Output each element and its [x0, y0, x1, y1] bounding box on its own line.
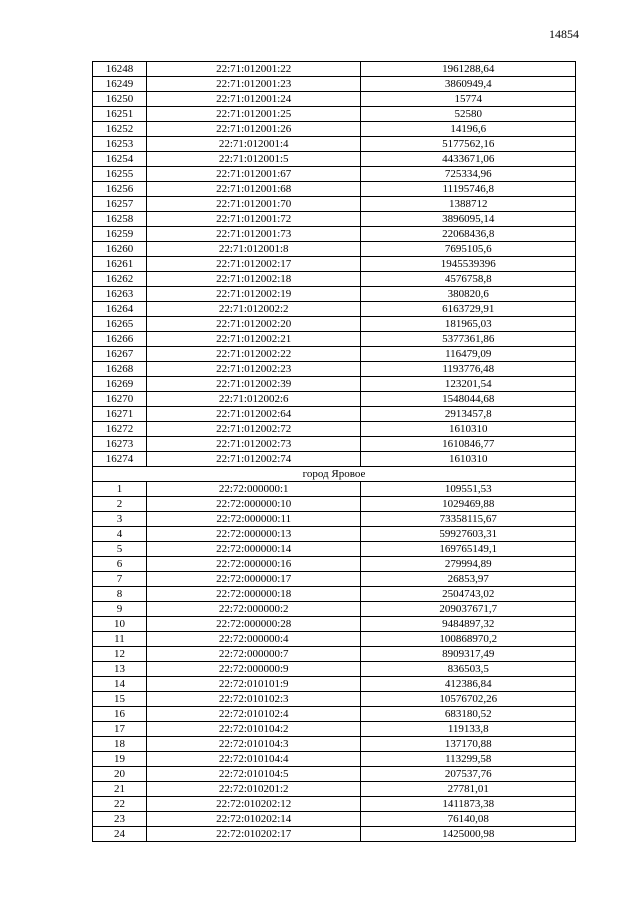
row-number-cell: 16272 — [93, 422, 147, 437]
cadastral-value-cell: 1425000,98 — [361, 827, 576, 842]
cadastral-value-cell: 1610310 — [361, 422, 576, 437]
cadastral-number-cell: 22:72:010104:3 — [146, 737, 361, 752]
cadastral-value-cell: 76140,08 — [361, 812, 576, 827]
cadastral-value-cell: 2504743,02 — [361, 587, 576, 602]
cadastral-value-cell: 15774 — [361, 92, 576, 107]
cadastral-value-cell: 5177562,16 — [361, 137, 576, 152]
cadastral-value-cell: 1411873,38 — [361, 797, 576, 812]
cadastral-value-cell: 113299,58 — [361, 752, 576, 767]
table-row — [93, 362, 576, 377]
cadastral-value-cell: 412386,84 — [361, 677, 576, 692]
table-row — [93, 137, 576, 152]
cadastral-number-cell: 22:72:000000:1 — [146, 482, 361, 497]
cadastral-value-cell: 3860949,4 — [361, 77, 576, 92]
cadastral-value-cell: 73358115,67 — [361, 512, 576, 527]
cadastral-value-cell: 6163729,91 — [361, 302, 576, 317]
cadastral-value-cell: 279994,89 — [361, 557, 576, 572]
row-number-cell: 16263 — [93, 287, 147, 302]
cadastral-number-cell: 22:71:012001:8 — [146, 242, 361, 257]
cadastral-value-cell: 59927603,31 — [361, 527, 576, 542]
row-number-cell: 6 — [93, 557, 147, 572]
table-row — [93, 227, 576, 242]
table-row — [93, 617, 576, 632]
cadastral-number-cell: 22:72:000000:17 — [146, 572, 361, 587]
row-number-cell: 13 — [93, 662, 147, 677]
cadastral-number-cell: 22:71:012001:68 — [146, 182, 361, 197]
table-row — [93, 377, 576, 392]
cadastral-number-cell: 22:71:012001:72 — [146, 212, 361, 227]
row-number-cell: 16264 — [93, 302, 147, 317]
cadastral-number-cell: 22:72:010104:5 — [146, 767, 361, 782]
row-number-cell: 16258 — [93, 212, 147, 227]
cadastral-number-cell: 22:71:012001:5 — [146, 152, 361, 167]
row-number-cell: 11 — [93, 632, 147, 647]
row-number-cell: 10 — [93, 617, 147, 632]
cadastral-value-cell: 181965,03 — [361, 317, 576, 332]
table-row — [93, 212, 576, 227]
table-row — [93, 272, 576, 287]
table-row — [93, 317, 576, 332]
table-row — [93, 347, 576, 362]
table-row — [93, 392, 576, 407]
table-row — [93, 707, 576, 722]
cadastral-value-cell: 1029469,88 — [361, 497, 576, 512]
row-number-cell: 16265 — [93, 317, 147, 332]
cadastral-value-table — [92, 61, 576, 842]
table-row — [93, 422, 576, 437]
row-number-cell: 19 — [93, 752, 147, 767]
cadastral-value-cell: 123201,54 — [361, 377, 576, 392]
table-row — [93, 677, 576, 692]
cadastral-number-cell: 22:72:000000:14 — [146, 542, 361, 557]
row-number-cell: 7 — [93, 572, 147, 587]
cadastral-value-cell: 207537,76 — [361, 767, 576, 782]
cadastral-number-cell: 22:71:012002:19 — [146, 287, 361, 302]
row-number-cell: 16256 — [93, 182, 147, 197]
table-row — [93, 122, 576, 137]
page-number: 14854 — [549, 27, 579, 41]
cadastral-number-cell: 22:71:012001:70 — [146, 197, 361, 212]
table-row — [93, 692, 576, 707]
cadastral-value-cell: 5377361,86 — [361, 332, 576, 347]
row-number-cell: 16 — [93, 707, 147, 722]
table-row — [93, 602, 576, 617]
cadastral-value-cell: 14196,6 — [361, 122, 576, 137]
row-number-cell: 4 — [93, 527, 147, 542]
row-number-cell: 22 — [93, 797, 147, 812]
cadastral-number-cell: 22:71:012002:64 — [146, 407, 361, 422]
row-number-cell: 16266 — [93, 332, 147, 347]
table-row — [93, 452, 576, 467]
cadastral-value-cell: 52580 — [361, 107, 576, 122]
cadastral-number-cell: 22:71:012002:23 — [146, 362, 361, 377]
cadastral-number-cell: 22:72:000000:16 — [146, 557, 361, 572]
cadastral-number-cell: 22:71:012002:17 — [146, 257, 361, 272]
cadastral-value-cell: 9484897,32 — [361, 617, 576, 632]
cadastral-value-cell: 1610846,77 — [361, 437, 576, 452]
table-row — [93, 632, 576, 647]
row-number-cell: 24 — [93, 827, 147, 842]
cadastral-number-cell: 22:72:010104:4 — [146, 752, 361, 767]
cadastral-number-cell: 22:71:012002:20 — [146, 317, 361, 332]
cadastral-number-cell: 22:71:012001:26 — [146, 122, 361, 137]
row-number-cell: 16259 — [93, 227, 147, 242]
cadastral-value-cell: 1961288,64 — [361, 62, 576, 77]
table-row — [93, 242, 576, 257]
cadastral-number-cell: 22:71:012001:25 — [146, 107, 361, 122]
cadastral-number-cell: 22:71:012002:18 — [146, 272, 361, 287]
cadastral-value-cell: 380820,6 — [361, 287, 576, 302]
row-number-cell: 2 — [93, 497, 147, 512]
table-row — [93, 797, 576, 812]
table-row — [93, 737, 576, 752]
cadastral-number-cell: 22:72:010102:3 — [146, 692, 361, 707]
row-number-cell: 16261 — [93, 257, 147, 272]
cadastral-number-cell: 22:72:010202:17 — [146, 827, 361, 842]
cadastral-number-cell: 22:72:000000:11 — [146, 512, 361, 527]
row-number-cell: 16269 — [93, 377, 147, 392]
row-number-cell: 15 — [93, 692, 147, 707]
cadastral-value-cell: 169765149,1 — [361, 542, 576, 557]
row-number-cell: 16273 — [93, 437, 147, 452]
table-row — [93, 812, 576, 827]
table-row — [93, 407, 576, 422]
cadastral-number-cell: 22:72:010102:4 — [146, 707, 361, 722]
table-row — [93, 827, 576, 842]
table-row — [93, 437, 576, 452]
table-row — [93, 572, 576, 587]
row-number-cell: 16252 — [93, 122, 147, 137]
row-number-cell: 16253 — [93, 137, 147, 152]
cadastral-number-cell: 22:72:000000:9 — [146, 662, 361, 677]
row-number-cell: 3 — [93, 512, 147, 527]
cadastral-number-cell: 22:72:010202:12 — [146, 797, 361, 812]
cadastral-value-cell: 119133,8 — [361, 722, 576, 737]
cadastral-number-cell: 22:72:000000:7 — [146, 647, 361, 662]
table-row — [93, 77, 576, 92]
cadastral-value-cell: 22068436,8 — [361, 227, 576, 242]
cadastral-number-cell: 22:71:012001:22 — [146, 62, 361, 77]
table-row — [93, 782, 576, 797]
row-number-cell: 8 — [93, 587, 147, 602]
cadastral-number-cell: 22:71:012002:72 — [146, 422, 361, 437]
cadastral-value-cell: 109551,53 — [361, 482, 576, 497]
table-row — [93, 107, 576, 122]
table-row — [93, 662, 576, 677]
cadastral-value-cell: 1945539396 — [361, 257, 576, 272]
cadastral-number-cell: 22:71:012002:74 — [146, 452, 361, 467]
row-number-cell: 1 — [93, 482, 147, 497]
row-number-cell: 16274 — [93, 452, 147, 467]
section-header-row — [93, 467, 576, 482]
cadastral-number-cell: 22:72:000000:28 — [146, 617, 361, 632]
cadastral-number-cell: 22:72:000000:4 — [146, 632, 361, 647]
row-number-cell: 16257 — [93, 197, 147, 212]
cadastral-value-cell: 11195746,8 — [361, 182, 576, 197]
row-number-cell: 16250 — [93, 92, 147, 107]
table-row — [93, 722, 576, 737]
row-number-cell: 16254 — [93, 152, 147, 167]
cadastral-value-cell: 7695105,6 — [361, 242, 576, 257]
cadastral-number-cell: 22:72:000000:10 — [146, 497, 361, 512]
table-row — [93, 257, 576, 272]
table-row — [93, 527, 576, 542]
row-number-cell: 9 — [93, 602, 147, 617]
cadastral-number-cell: 22:71:012001:67 — [146, 167, 361, 182]
cadastral-number-cell: 22:71:012001:23 — [146, 77, 361, 92]
table-row — [93, 647, 576, 662]
cadastral-number-cell: 22:72:000000:2 — [146, 602, 361, 617]
cadastral-number-cell: 22:72:010104:2 — [146, 722, 361, 737]
cadastral-number-cell: 22:71:012001:4 — [146, 137, 361, 152]
table-row — [93, 497, 576, 512]
table-row — [93, 542, 576, 557]
table-row — [93, 332, 576, 347]
cadastral-value-cell: 10576702,26 — [361, 692, 576, 707]
row-number-cell: 16248 — [93, 62, 147, 77]
cadastral-value-cell: 26853,97 — [361, 572, 576, 587]
section-title: город Яровое — [93, 467, 576, 482]
cadastral-number-cell: 22:72:010202:14 — [146, 812, 361, 827]
cadastral-value-cell: 8909317,49 — [361, 647, 576, 662]
cadastral-value-cell: 4576758,8 — [361, 272, 576, 287]
table-row — [93, 482, 576, 497]
row-number-cell: 17 — [93, 722, 147, 737]
cadastral-value-cell: 683180,52 — [361, 707, 576, 722]
cadastral-number-cell: 22:71:012001:73 — [146, 227, 361, 242]
cadastral-number-cell: 22:71:012002:39 — [146, 377, 361, 392]
row-number-cell: 16249 — [93, 77, 147, 92]
row-number-cell: 16255 — [93, 167, 147, 182]
cadastral-value-cell: 27781,01 — [361, 782, 576, 797]
table-row — [93, 197, 576, 212]
row-number-cell: 5 — [93, 542, 147, 557]
cadastral-value-cell: 1193776,48 — [361, 362, 576, 377]
table-row — [93, 167, 576, 182]
cadastral-value-cell: 1610310 — [361, 452, 576, 467]
row-number-cell: 23 — [93, 812, 147, 827]
row-number-cell: 16262 — [93, 272, 147, 287]
row-number-cell: 16260 — [93, 242, 147, 257]
cadastral-number-cell: 22:71:012002:22 — [146, 347, 361, 362]
cadastral-value-cell: 116479,09 — [361, 347, 576, 362]
cadastral-number-cell: 22:72:000000:13 — [146, 527, 361, 542]
cadastral-number-cell: 22:72:000000:18 — [146, 587, 361, 602]
cadastral-value-cell: 725334,96 — [361, 167, 576, 182]
cadastral-number-cell: 22:72:010201:2 — [146, 782, 361, 797]
table-row — [93, 752, 576, 767]
row-number-cell: 14 — [93, 677, 147, 692]
row-number-cell: 21 — [93, 782, 147, 797]
cadastral-value-cell: 3896095,14 — [361, 212, 576, 227]
table-row — [93, 182, 576, 197]
table-row — [93, 152, 576, 167]
cadastral-number-cell: 22:71:012002:21 — [146, 332, 361, 347]
cadastral-value-cell: 209037671,7 — [361, 602, 576, 617]
table-row — [93, 512, 576, 527]
row-number-cell: 20 — [93, 767, 147, 782]
table-row — [93, 302, 576, 317]
table-row — [93, 767, 576, 782]
cadastral-number-cell: 22:71:012002:73 — [146, 437, 361, 452]
cadastral-value-cell: 1388712 — [361, 197, 576, 212]
table-row — [93, 62, 576, 77]
cadastral-number-cell: 22:71:012001:24 — [146, 92, 361, 107]
table-body — [93, 62, 576, 842]
cadastral-value-cell: 137170,88 — [361, 737, 576, 752]
row-number-cell: 18 — [93, 737, 147, 752]
cadastral-number-cell: 22:71:012002:2 — [146, 302, 361, 317]
cadastral-number-cell: 22:72:010101:9 — [146, 677, 361, 692]
row-number-cell: 16267 — [93, 347, 147, 362]
row-number-cell: 16270 — [93, 392, 147, 407]
table-row — [93, 287, 576, 302]
table-row — [93, 557, 576, 572]
cadastral-number-cell: 22:71:012002:6 — [146, 392, 361, 407]
row-number-cell: 16251 — [93, 107, 147, 122]
cadastral-value-cell: 1548044,68 — [361, 392, 576, 407]
row-number-cell: 12 — [93, 647, 147, 662]
cadastral-value-cell: 2913457,8 — [361, 407, 576, 422]
row-number-cell: 16271 — [93, 407, 147, 422]
row-number-cell: 16268 — [93, 362, 147, 377]
table-row — [93, 587, 576, 602]
table-row — [93, 92, 576, 107]
cadastral-value-cell: 836503,5 — [361, 662, 576, 677]
cadastral-value-cell: 4433671,06 — [361, 152, 576, 167]
cadastral-value-cell: 100868970,2 — [361, 632, 576, 647]
